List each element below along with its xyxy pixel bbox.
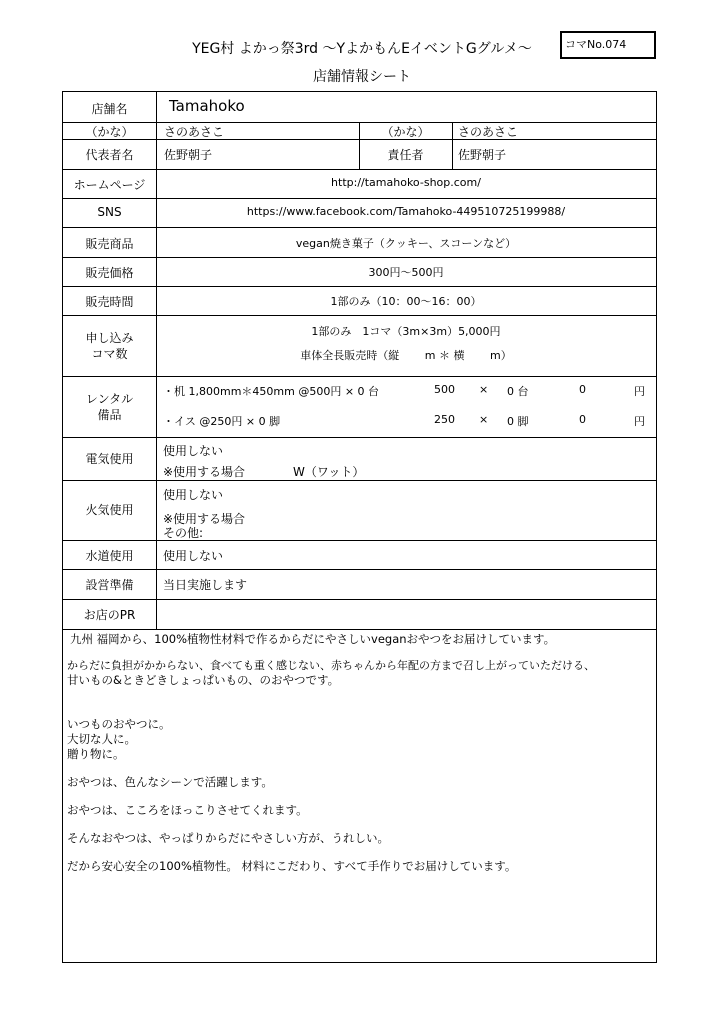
electric-note: ※使用する場合 W（ワット）: [163, 465, 365, 479]
pr-line: だから安心安全の100%植物性。 材料にこだわり、すべて手作りでお届けしています。: [67, 859, 517, 873]
kana-value-1: さのあさこ: [164, 125, 225, 139]
koma-count-label: [63, 330, 156, 362]
pr-body: [67, 630, 652, 874]
pr-line: 九州 福岡から、100%植物性材料で作るからだにやさしいveganおやつをお届けしています。: [70, 632, 556, 646]
fire-note: ※使用する場合: [163, 512, 246, 526]
responsible-label: 責任者: [387, 148, 424, 162]
pr-line: からだに負担がかからない、食べても重く感じない、赤ちゃんから年配の方まで召し上がっていただける、: [67, 659, 595, 672]
koma-count-value-1: 1部のみ 1コマ（3m×3m）5,000円: [311, 325, 501, 338]
koma-count-label-line2: コマ数: [91, 347, 128, 361]
rental-chair-text: ・イス @250円 × 0 脚: [163, 415, 281, 428]
rental-chair-yen: 円: [634, 415, 645, 428]
pr-line: おやつは、こころをほっこりさせてくれます。: [67, 803, 308, 817]
rental-chair-unit: 250: [434, 413, 455, 426]
rental-label-line2: 備品: [97, 408, 122, 422]
setup-value: 当日実施します: [163, 578, 248, 592]
pr-line: いつものおやつに。: [67, 717, 171, 731]
rental-desk-total: 0: [579, 383, 586, 396]
pr-line: 贈り物に。: [67, 747, 125, 761]
pr-line: 甘いもの&ときどきしょっぱいもの、のおやつです。: [67, 673, 340, 687]
event-title: YEG村 よかっ祭3rd ～YよかもんEイベントGグルメ～: [192, 41, 532, 57]
price-label: 販売価格: [85, 266, 134, 280]
pr-line: 大切な人に。: [67, 732, 136, 746]
rental-desk-text: ・机 1,800mm＊450mm @500円 × 0 台: [163, 385, 380, 398]
shop-name-label: 店舗名: [91, 102, 128, 116]
rental-label-line1: レンタル: [85, 392, 134, 406]
koma-count-value-2: 車体全長販売時（縦 m ＊ 横 m）: [300, 349, 512, 362]
representative-label: 代表者名: [85, 148, 134, 162]
pr-label: お店のPR: [83, 608, 136, 622]
rental-desk-unit: 500: [434, 383, 455, 396]
fire-label: 火気使用: [85, 503, 134, 517]
products-value: vegan焼き菓子（クッキー、スコーンなど）: [295, 237, 517, 250]
hours-value: 1部のみ（10：00～16：00）: [330, 295, 482, 308]
water-value: 使用しない: [163, 549, 224, 563]
rental-desk-yen: 円: [634, 385, 645, 398]
koma-number-box: コマNo.074: [560, 31, 656, 59]
setup-label: 設営準備: [85, 578, 134, 592]
shop-name-value: Tamahoko: [169, 97, 245, 115]
rental-label: [63, 391, 156, 423]
rental-chair-total: 0: [579, 413, 586, 426]
shop-info-form: [62, 91, 657, 963]
rental-chair-qty: 0 脚: [507, 415, 529, 428]
sheet-title: 店舗情報シート: [313, 69, 411, 85]
pr-line: そんなおやつは、やっぱりからだにやさしい方が、うれしい。: [67, 831, 389, 845]
rental-desk-times: ×: [479, 383, 489, 396]
kana-value-2: さのあさこ: [458, 125, 519, 139]
electric-value: 使用しない: [163, 444, 224, 458]
price-value: 300円～500円: [368, 266, 444, 279]
sns-value: https://www.facebook.com/Tamahoko-449510725199988/: [246, 205, 566, 218]
water-label: 水道使用: [85, 549, 134, 563]
rental-desk-qty: 0 台: [507, 385, 529, 398]
homepage-label: ホームページ: [73, 178, 146, 192]
pr-line: おやつは、色んなシーンで活躍します。: [67, 775, 273, 789]
kana-label-1: （かな）: [85, 125, 134, 139]
sns-label: SNS: [97, 205, 122, 219]
representative-value: 佐野朝子: [164, 148, 213, 162]
responsible-value: 佐野朝子: [458, 148, 507, 162]
fire-value: 使用しない: [163, 488, 224, 502]
homepage-value: http://tamahoko-shop.com/: [331, 176, 481, 189]
hours-label: 販売時間: [85, 295, 134, 309]
koma-count-label-line1: 申し込み: [85, 331, 134, 345]
rental-chair-times: ×: [479, 413, 489, 426]
kana-label-2: （かな）: [381, 125, 430, 139]
electric-label: 電気使用: [85, 452, 134, 466]
products-label: 販売商品: [85, 237, 134, 251]
fire-other: その他:: [163, 526, 204, 540]
